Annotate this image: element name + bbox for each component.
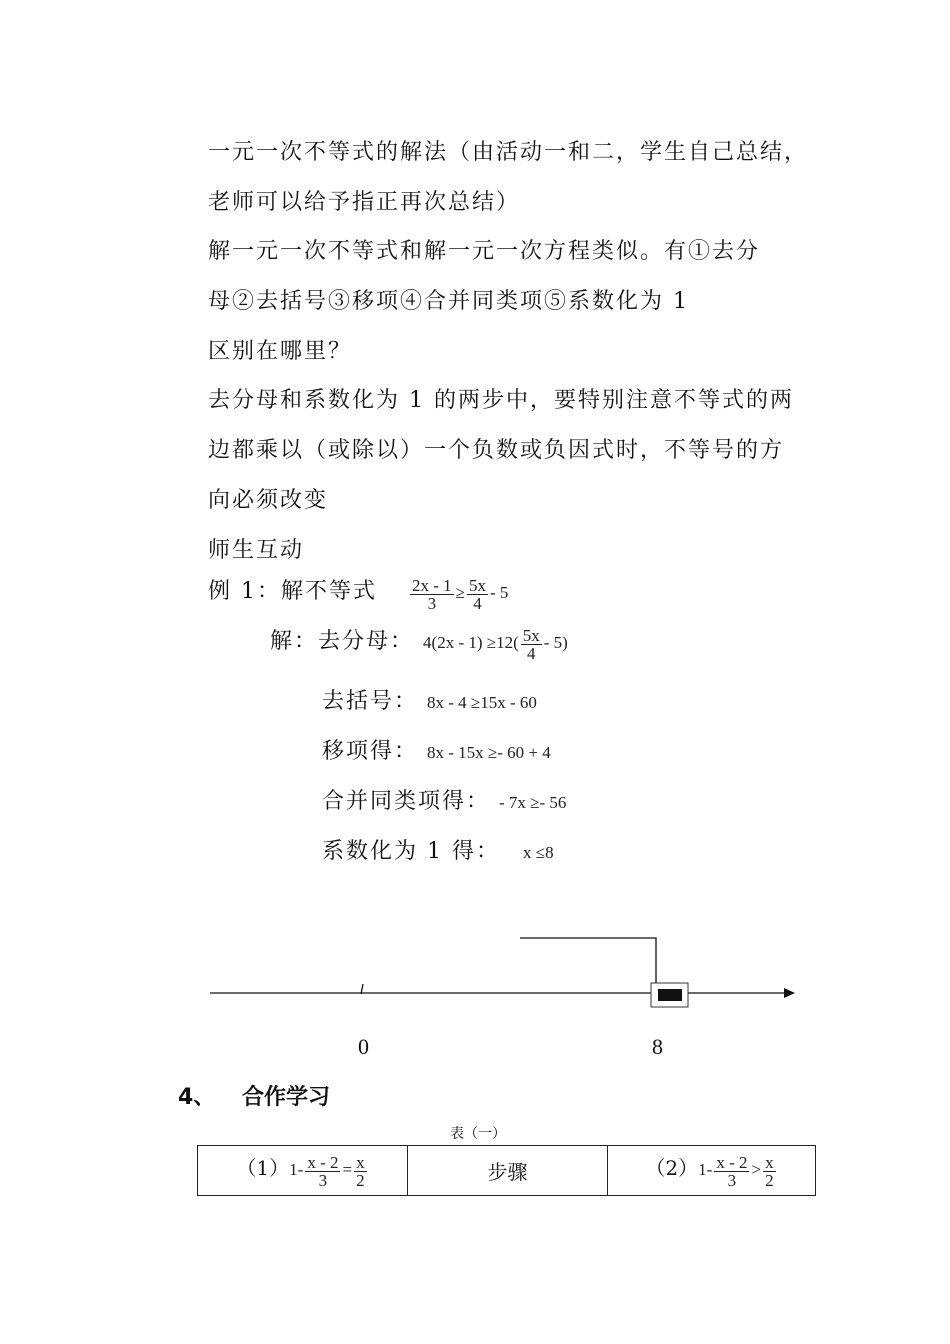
section-title: 合作学习 (242, 1085, 331, 1110)
table-caption: 表（一） (450, 1126, 506, 1142)
paragraph-steps-cont: 母②去括号③移项④合并同类项⑤系数化为 1 (208, 289, 689, 314)
inequality-left-fraction: $\frac{2x - 1}{3}$ (412, 575, 452, 613)
equation-expression: 1- $\frac{x - 2}{3}$ = $\frac{x}{2}$ (289, 1152, 365, 1190)
inequality-right-fraction: $\frac{5x}{4}$ (469, 575, 487, 613)
step-3-label: 移项得： (322, 739, 419, 764)
section-number: 4、 (178, 1085, 216, 1110)
step-5-expression: x ≤8 (522, 843, 554, 862)
step-2-label: 去括号： (322, 689, 419, 714)
step-4-expression: - 7x ≥- 56 (499, 793, 567, 812)
paragraph-interaction: 师生互动 (208, 538, 305, 563)
paragraph-solving-method-cont: 老师可以给予指正再次总结） (208, 190, 521, 215)
section-heading (178, 1080, 330, 1111)
number-line-label-eight: 8 (652, 1034, 663, 1059)
example-label: 例 1：解不等式 (208, 579, 377, 604)
step-3-expression: 8x - 15x ≥- 60 + 4 (427, 743, 551, 762)
table-row (198, 1146, 816, 1196)
solution-label: 解： (270, 629, 319, 654)
step-1-label: 去分母： (318, 629, 415, 654)
paragraph-difference-end: 向必须改变 (208, 488, 329, 513)
solution-set-bracket (520, 938, 656, 993)
paragraph-difference-cont: 边都乘以（或除以）一个负数或负因式时，不等号的方 (208, 438, 785, 463)
step-1-expression: 4(2x - 1) ≥12( $\frac{5x}{4}$ - 5) (423, 625, 568, 663)
step-4-label: 合并同类项得： (322, 789, 491, 814)
paragraph-question: 区别在哪里？ (208, 339, 353, 364)
cooperative-learning-table (197, 1145, 816, 1196)
paragraph-difference: 去分母和系数化为 1 的两步中，要特别注意不等式的两 (208, 388, 794, 413)
number-line-arrow (784, 988, 795, 998)
number-line-label-zero: 0 (358, 1034, 369, 1059)
inequality-expression: 1- $\frac{x - 2}{3}$ > $\frac{x}{2}$ (698, 1152, 774, 1190)
step-1-fraction: $\frac{5x}{4}$ (522, 625, 540, 663)
inequality-fraction-left: $\frac{x - 2}{3}$ (716, 1152, 748, 1190)
step-5-label: 系数化为 1 得： (322, 839, 500, 864)
paragraph-steps: 解一元一次不等式和解一元一次方程类似。有①去分 (208, 239, 761, 264)
table-cell-inequality: （2）1- $\frac{x - 2}{3}$ > $\frac{x}{2}$ (608, 1146, 816, 1196)
endpoint-marker (658, 989, 682, 1001)
step-2-expression: 8x - 4 ≥15x - 60 (427, 693, 537, 712)
table-cell-steps: 步骤 (408, 1146, 608, 1196)
equation-fraction-left: $\frac{x - 2}{3}$ (307, 1152, 339, 1190)
example-inequality: $\frac{2x - 1}{3}$ ≥ $\frac{5x}{4}$ - 5 (412, 575, 509, 613)
paragraph-solving-method: 一元一次不等式的解法（由活动一和二，学生自己总结， (208, 140, 809, 165)
table-cell-equation: （1）1- $\frac{x - 2}{3}$ = $\frac{x}{2}$ (198, 1146, 408, 1196)
equation-fraction-right: $\frac{x}{2}$ (356, 1152, 365, 1190)
inequality-fraction-right: $\frac{x}{2}$ (765, 1152, 774, 1190)
